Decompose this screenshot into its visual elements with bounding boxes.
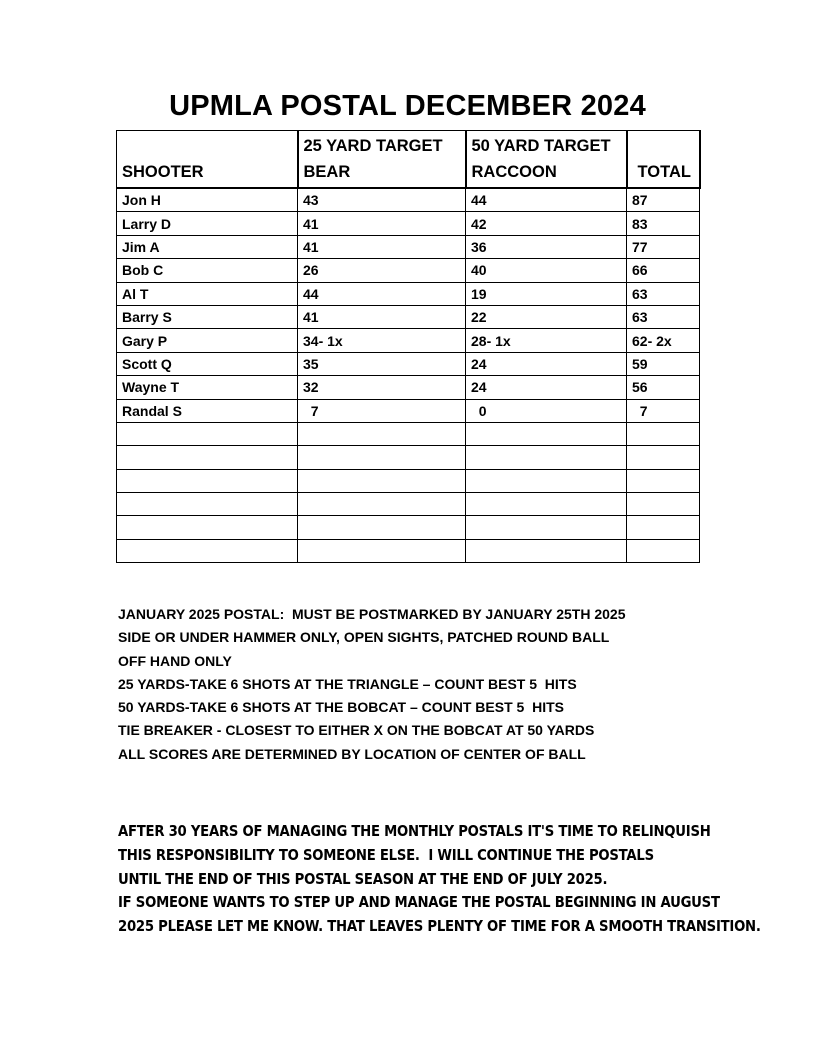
scores-table-body [117,188,700,563]
cell-shooter [117,493,298,516]
cell-yard25: 32 [298,376,466,399]
table-row [117,376,700,399]
cell-yard25: 7 [298,399,466,422]
table-row [117,188,700,212]
cell-yard50: 24 [466,376,627,399]
cell-yard25: 41 [298,212,466,235]
cell-yard25: 41 [298,305,466,328]
cell-yard25 [298,539,466,562]
cell-total: 63 [627,282,700,305]
cell-yard50: 44 [466,188,627,212]
cell-shooter: Al T [117,282,298,305]
header-25-yard-line1: 25 YARD TARGET [303,137,443,155]
cell-yard50: 19 [466,282,627,305]
cell-yard25 [298,446,466,469]
rule-line: 25 YARDS-TAKE 6 SHOTS AT THE TRIANGLE – COUNT BEST 5 HITS [118,675,577,692]
rule-line: SIDE OR UNDER HAMMER ONLY, OPEN SIGHTS, PATCHED ROUND BALL [118,629,610,646]
cell-shooter: Bob C [117,259,298,282]
cell-yard50: 42 [466,212,627,235]
postal-rules [118,603,626,766]
page-title: UPMLA POSTAL DECEMBER 2024 [169,90,646,122]
announcement-line: 2025 PLEASE LET ME KNOW. THAT LEAVES PLENTY OF TIME FOR A SMOOTH TRANSITION. [118,917,761,936]
table-row [117,305,700,328]
table-row [117,329,700,352]
cell-yard50: 24 [466,352,627,375]
cell-shooter [117,469,298,492]
cell-yard50 [466,539,627,562]
header-50-yard-line1: 50 YARD TARGET [471,137,611,155]
rule-line: OFF HAND ONLY [118,652,232,669]
cell-total: 87 [627,188,700,212]
cell-yard50: 22 [466,305,627,328]
cell-shooter: Scott Q [117,352,298,375]
cell-total: 62- 2x [627,329,700,352]
rule-line: JANUARY 2025 POSTAL: MUST BE POSTMARKED BY JANUARY 25TH 2025 [118,606,626,622]
cell-yard25 [298,422,466,445]
cell-total: 77 [627,235,700,258]
announcement-line: AFTER 30 YEARS OF MANAGING THE MONTHLY POSTALS IT'S TIME TO RELINQUISH [118,822,711,840]
rule-line: ALL SCORES ARE DETERMINED BY LOCATION OF CENTER OF BALL [118,745,586,762]
cell-shooter [117,516,298,539]
cell-yard50 [466,469,627,492]
cell-shooter: Larry D [117,212,298,235]
cell-yard25 [298,493,466,516]
cell-yard25 [298,469,466,492]
cell-shooter: Barry S [117,305,298,328]
cell-yard25: 41 [298,235,466,258]
table-row [117,422,700,445]
rule-line: 50 YARDS-TAKE 6 SHOTS AT THE BOBCAT – COUNT BEST 5 HITS [118,699,564,716]
cell-yard50 [466,422,627,445]
cell-total [627,422,700,445]
cell-shooter [117,446,298,469]
cell-total [627,539,700,562]
cell-yard50: 40 [466,259,627,282]
table-row [117,235,700,258]
cell-shooter: Randal S [117,399,298,422]
header-shooter-label: SHOOTER [122,163,204,181]
cell-shooter: Jon H [117,188,298,212]
cell-yard25: 34- 1x [298,329,466,352]
table-row [117,539,700,562]
cell-yard50 [466,446,627,469]
cell-yard25: 26 [298,259,466,282]
table-row [117,516,700,539]
cell-shooter [117,422,298,445]
header-shooter [117,131,298,189]
announcement-line: IF SOMEONE WANTS TO STEP UP AND MANAGE THE POSTAL BEGINNING IN AUGUST [118,893,720,912]
table-row [117,282,700,305]
scores-table-header [117,131,700,189]
cell-total [627,469,700,492]
cell-yard50: 36 [466,235,627,258]
cell-yard25: 44 [298,282,466,305]
cell-total [627,516,700,539]
header-25-yard [298,131,466,189]
cell-total [627,446,700,469]
announcement [118,820,761,939]
cell-total: 7 [627,399,700,422]
cell-total: 66 [627,259,700,282]
cell-total: 59 [627,352,700,375]
cell-yard50: 0 [466,399,627,422]
announcement-line: UNTIL THE END OF THIS POSTAL SEASON AT THE END OF JULY 2025. [118,869,608,888]
table-row [117,469,700,492]
table-row [117,259,700,282]
cell-shooter: Gary P [117,329,298,352]
cell-shooter: Wayne T [117,376,298,399]
cell-shooter [117,539,298,562]
cell-total: 63 [627,305,700,328]
cell-total: 56 [627,376,700,399]
header-50-yard-line2: RACCOON [471,163,557,181]
cell-yard25 [298,516,466,539]
table-row [117,446,700,469]
header-25-yard-line2: BEAR [303,163,351,181]
cell-yard25: 35 [298,352,466,375]
cell-shooter: Jim A [117,235,298,258]
header-50-yard [466,131,627,189]
scores-table [116,130,701,563]
table-row [117,493,700,516]
cell-yard50 [466,493,627,516]
header-total [627,131,700,189]
table-row [117,212,700,235]
table-row [117,399,700,422]
announcement-line: THIS RESPONSIBILITY TO SOMEONE ELSE. I WILL CONTINUE THE POSTALS [118,845,654,864]
cell-total [627,493,700,516]
table-row [117,352,700,375]
rule-line: TIE BREAKER - CLOSEST TO EITHER X ON THE BOBCAT AT 50 YARDS [118,722,595,739]
cell-yard50 [466,516,627,539]
header-total-label: TOTAL [637,163,691,181]
cell-total: 83 [627,212,700,235]
cell-yard50: 28- 1x [466,329,627,352]
cell-yard25: 43 [298,188,466,212]
